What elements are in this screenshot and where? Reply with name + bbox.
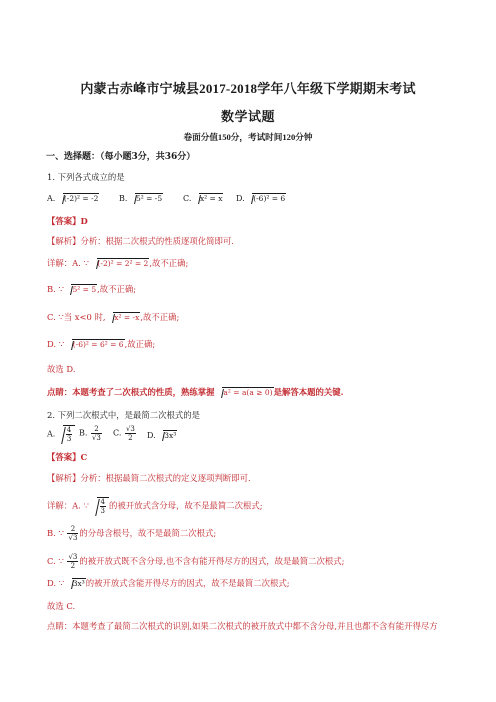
q2-option-a-num: 4 xyxy=(66,426,72,434)
q1-detail-c-expr: x² = -x xyxy=(114,313,140,322)
q2-detail-c-den: 2 xyxy=(70,562,76,570)
q1-conclusion: 故选 D. xyxy=(47,364,76,374)
q1-analysis-text: 分析：根据二次根式的性质逐项化简即可. xyxy=(80,236,234,246)
q1-detail-d-expr: (-6)² = 6² = 6 xyxy=(72,340,124,349)
q1-detail-b-expr: 5² = 5 xyxy=(72,285,97,294)
q1-option-b-label: B. xyxy=(119,194,128,203)
q2-option-a-den: 3 xyxy=(66,435,72,443)
q1-option-a xyxy=(47,193,99,203)
q2-analysis-tag: 【解析】 xyxy=(47,473,81,483)
q1-detail-a-expr: (-2)² = 2² = 2 xyxy=(97,259,149,268)
q2-detail-c-num: √3 xyxy=(68,553,78,561)
q1-point-expr: a² = a(a ≥ 0) xyxy=(223,388,273,397)
q2-detail-d xyxy=(47,578,290,589)
q2-answer: 【答案】C xyxy=(47,452,88,462)
q2-detail-c-suffix: 的被开放式既不含分母,也不含有能开得尽方的因式，故是最简二次根式; xyxy=(79,556,345,566)
q1-answer: 【答案】D xyxy=(47,216,88,226)
q2-detail-b-prefix: B. ∵ xyxy=(47,528,64,538)
q1-point-prefix: 点睛：本题考查了二次根式的性质，熟练掌握 xyxy=(47,387,215,397)
q1-detail-c-suffix: ,故不正确; xyxy=(140,312,180,322)
q2-option-c xyxy=(113,425,137,442)
q1-point xyxy=(47,387,344,398)
q2-detail-d-suffix: 的被开放式含能开得尽方的因式，故不是最简二次根式; xyxy=(85,578,290,588)
q2-analysis-text: 分析：根据最简二次根式的定义逐项判断即可. xyxy=(80,473,251,483)
q2-option-b-label: B. xyxy=(79,428,88,438)
q1-detail-a-suffix: ,故不正确; xyxy=(149,258,189,268)
q2-conclusion: 故选 C. xyxy=(47,601,76,611)
q2-option-c-num: √3 xyxy=(125,425,135,433)
q1-option-d-expr: (-6)² = 6 xyxy=(253,194,286,203)
q1-detail-b-suffix: ,故不正确; xyxy=(97,284,137,294)
q2-analysis xyxy=(47,473,251,484)
q2-option-a-label: A. xyxy=(47,429,56,439)
q2-option-d-expr: 3x³ xyxy=(164,431,177,440)
q2-detail-d-expr: 3x³ xyxy=(72,579,85,588)
q1-detail-b xyxy=(47,284,136,295)
q1-option-b-expr: 5² = -5 xyxy=(135,194,163,203)
q2-detail-a-num: 4 xyxy=(100,498,105,506)
q1-option-c-expr: x² = x xyxy=(199,194,223,203)
section-heading: 一、选择题：（每小题3分，共36分） xyxy=(46,152,196,162)
q2-detail-a xyxy=(47,497,263,515)
q2-detail-b-suffix: 的分母含根号，故不是最简二次根式; xyxy=(79,528,217,538)
q2-detail-a-suffix: 的被开放式含分母，故不是最简二次根式; xyxy=(108,500,263,511)
q2-option-d-label: D. xyxy=(147,431,156,440)
exam-info: 卷面分值150分，考试时间120分钟 xyxy=(183,132,313,142)
document-subtitle: 数学试题 xyxy=(220,109,275,124)
q1-analysis xyxy=(47,236,234,247)
q1-detail-d-prefix: D. ∵ xyxy=(47,339,65,349)
q2-detail-b xyxy=(47,525,216,542)
q1-detail-a-prefix: 详解：A. ∵ xyxy=(47,258,89,268)
q2-detail-b-den: √3 xyxy=(68,534,78,542)
q2-detail-b-num: 2 xyxy=(67,525,78,534)
q1-option-a-expr: (-2)² = -2 xyxy=(63,194,99,203)
q1-point-suffix: 是解答本题的关键. xyxy=(273,387,344,397)
q1-detail-a xyxy=(47,258,188,269)
q2-detail-c xyxy=(47,553,344,570)
q1-option-c-label: C. xyxy=(183,194,192,203)
q1-option-c xyxy=(183,193,223,203)
q2-option-b xyxy=(79,425,103,442)
q2-option-a xyxy=(47,425,75,443)
q2-option-c-label: C. xyxy=(113,428,122,438)
q1-detail-c xyxy=(47,312,179,323)
q1-detail-c-prefix: C. ∵当 x<0 时, xyxy=(47,312,106,322)
document-title: 内蒙古赤峰市宁城县2017-2018学年八年级下学期期末考试 xyxy=(80,81,416,96)
q2-detail-a-prefix: 详解：A. ∵ xyxy=(47,500,89,511)
q2-point: 点睛：本题考查了最简二次根式的识别,如果二次根式的被开放式中都不含分母,并且也都不含有能开得尽方 xyxy=(47,621,438,631)
q1-option-d xyxy=(236,193,286,203)
q2-option-d xyxy=(147,430,177,440)
q2-option-b-num: 2 xyxy=(91,425,102,434)
q1-option-d-label: D. xyxy=(236,194,245,203)
q2-detail-d-prefix: D. ∵ xyxy=(47,578,65,588)
q1-analysis-tag: 【解析】 xyxy=(47,236,81,246)
q1-detail-d xyxy=(47,339,155,350)
q1-option-b xyxy=(119,193,163,203)
q2-option-c-den: 2 xyxy=(128,434,133,442)
q1-option-a-label: A. xyxy=(47,194,56,203)
q2-option-b-den: √3 xyxy=(91,434,101,442)
q1-detail-d-suffix: ,故正确; xyxy=(124,339,156,349)
q1-detail-b-prefix: B. ∵ xyxy=(47,284,64,294)
q2-detail-a-den: 3 xyxy=(100,507,105,515)
q2-stem: 2. 下列二次根式中，是最简二次根式的是 xyxy=(47,410,201,420)
q1-stem: 1. 下列各式成立的是 xyxy=(47,172,125,182)
q2-detail-c-prefix: C. ∵ xyxy=(47,556,64,566)
